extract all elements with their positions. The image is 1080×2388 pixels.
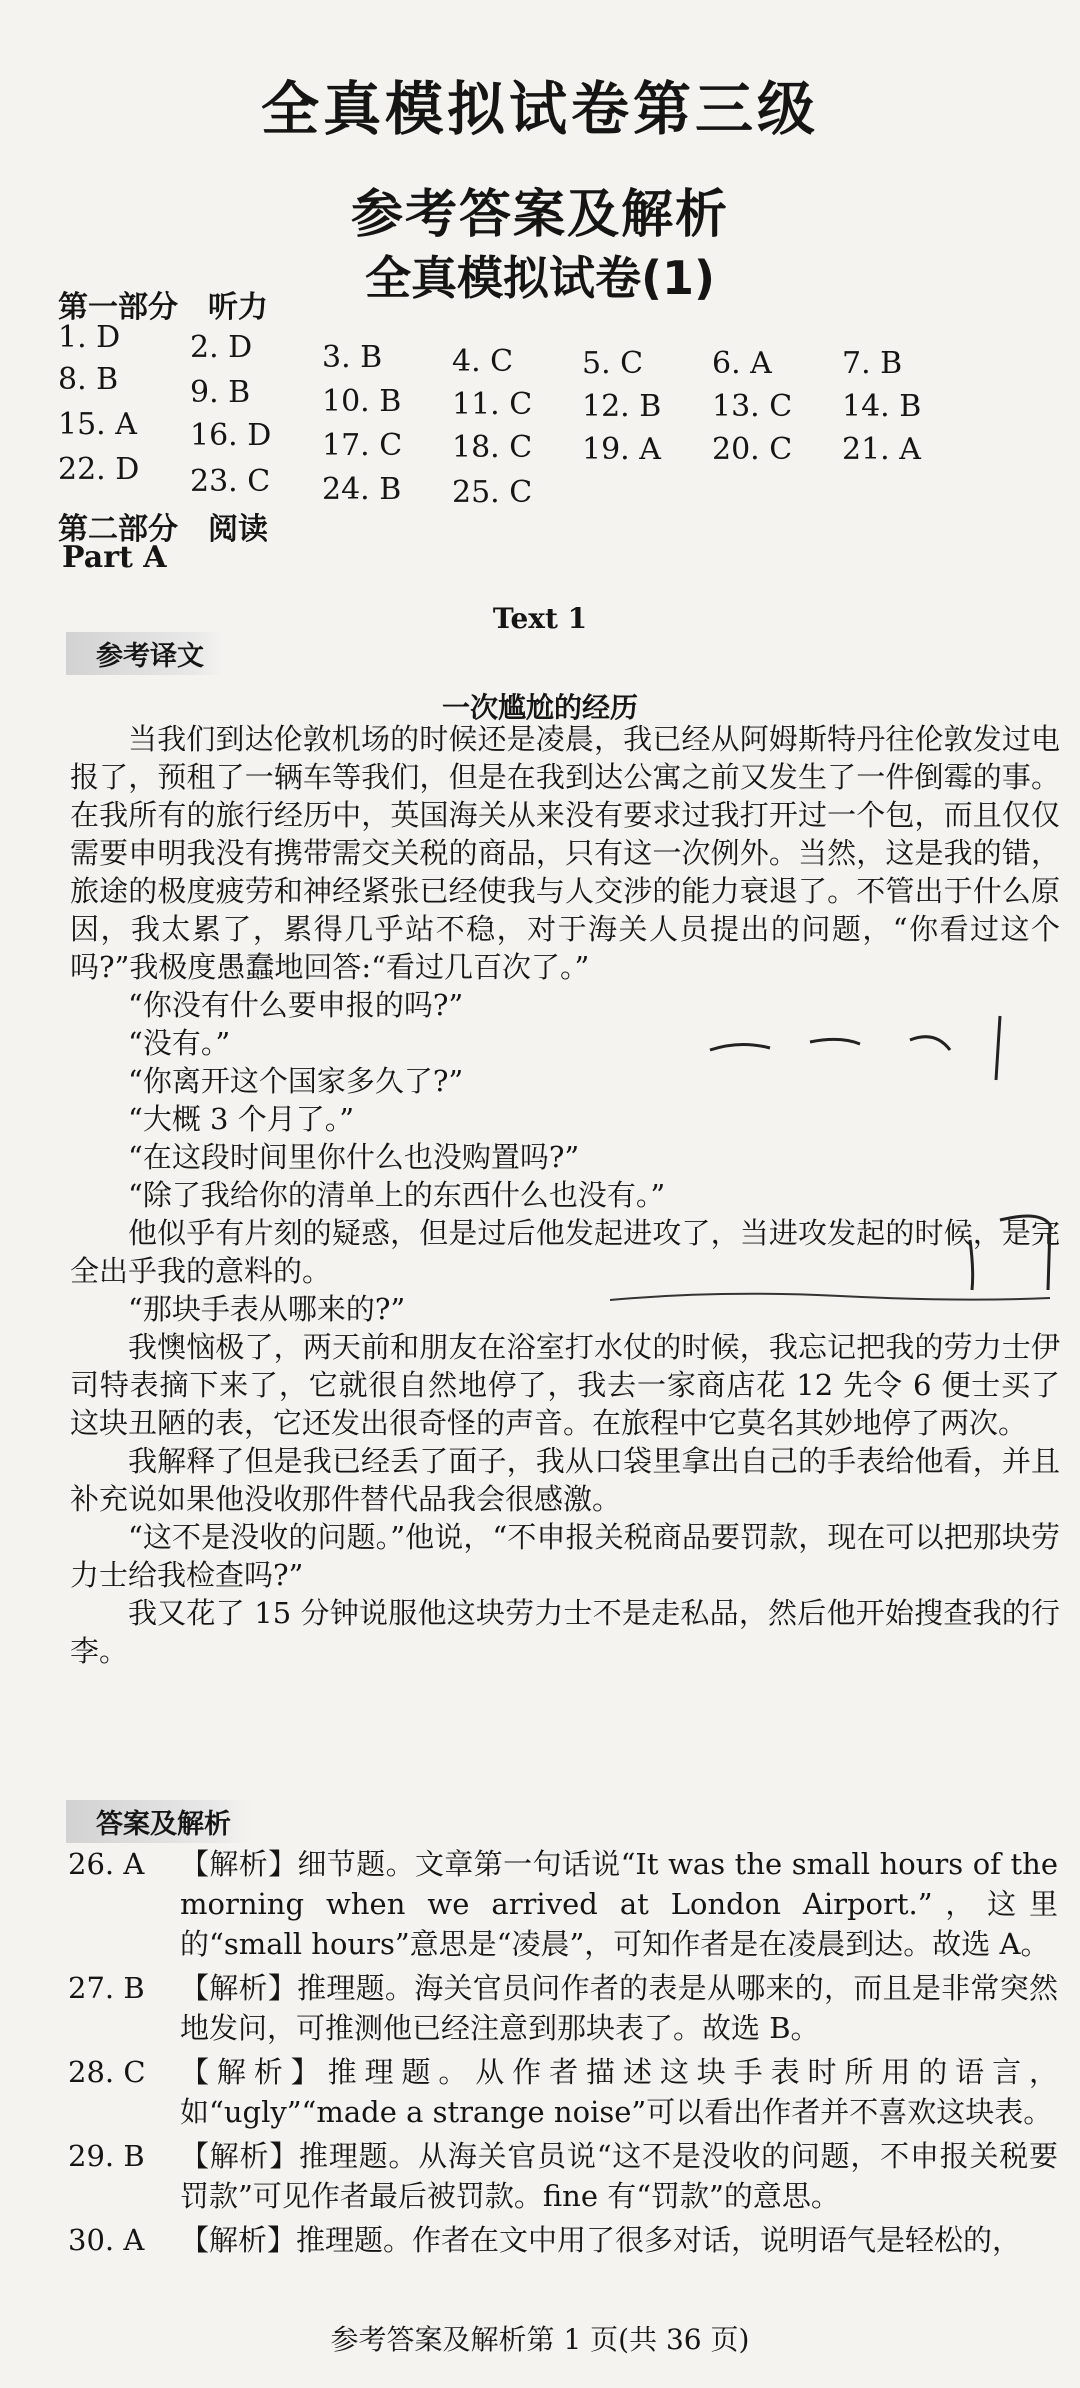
answer-item: 3. B — [322, 340, 383, 375]
answer-item: 6. A — [712, 346, 772, 381]
answer-item: 22. D — [58, 452, 140, 487]
answer-item: 21. A — [842, 432, 921, 467]
translation-tag: 参考译文 — [66, 632, 224, 675]
question-answer: 27. B — [68, 1971, 145, 2005]
answer-item: 11. C — [452, 387, 533, 422]
answer-item: 18. C — [452, 430, 533, 465]
explanation-item — [68, 2220, 1058, 2260]
answer-item: 15. A — [58, 407, 137, 442]
answer-item: 19. A — [582, 432, 661, 467]
answer-item: 14. B — [842, 389, 922, 424]
answer-item: 7. B — [842, 346, 903, 381]
answer-item: 12. B — [582, 389, 662, 424]
paragraph: “大概 3 个月了。” — [128, 1102, 355, 1136]
page-title: 全真模拟试卷第三级 — [260, 75, 819, 143]
section-heading-reading: 第二部分 阅读 — [58, 512, 268, 547]
pen-scribble-mark — [700, 1010, 1060, 1100]
test-name: 全真模拟试卷(1) — [364, 251, 716, 305]
paragraph: 我懊恼极了，两天前和朋友在浴室打水仗的时候，我忘记把我的劳力士伊司特表摘下来了，它就很自然地停了，我去一家商店花 12 先令 6 便士买了这块丑陋的表，它还发出很奇怪的声音。在旅程中它莫名其妙地停了两次。 — [70, 1330, 1060, 1440]
explanation-item — [68, 1968, 1058, 2048]
question-answer: 26. A — [68, 1847, 145, 1881]
answer-item: 23. C — [190, 464, 271, 499]
answer-item: 16. D — [190, 418, 272, 453]
answer-item: 10. B — [322, 384, 402, 419]
paragraph: “这不是没收的问题。”他说，“不申报关税商品要罚款，现在可以把那块劳力士给我检查吗?” — [70, 1520, 1060, 1592]
explanation-item — [68, 2136, 1058, 2216]
section-heading-listening: 第一部分 听力 — [58, 290, 268, 325]
question-answer: 28. C — [68, 2055, 146, 2089]
answer-item: 4. C — [452, 344, 514, 379]
explanation-text: 【解析】推理题。从海关官员说“这不是没收的问题，不申报关税要罚款”可见作者最后被罚款。fine 有“罚款”的意思。 — [180, 2139, 1058, 2213]
answer-item: 20. C — [712, 432, 793, 467]
page-footer: 参考答案及解析第 1 页(共 36 页) — [330, 2323, 750, 2356]
explanation-text: 【解析】推理题。从作者描述这块手表时所用的语言，如“ugly”“made a strange noise”可以看出作者并不喜欢这块表。 — [180, 2055, 1058, 2129]
answer-item: 9. B — [190, 375, 251, 410]
translation-body — [70, 720, 1060, 1670]
explanation-item — [68, 2052, 1058, 2132]
explanation-text: 【解析】细节题。文章第一句话说“It was the small hours of the morning when we arrived at London Airport.”，这里的“small hours”意思是“凌晨”，可知作者是在凌晨到达。故选 A。 — [180, 1847, 1058, 1961]
pen-underline-mark — [600, 1280, 1060, 1320]
paragraph: “你离开这个国家多久了?” — [128, 1064, 464, 1098]
question-answer: 29. B — [68, 2139, 145, 2173]
explanation-tag: 答案及解析 — [66, 1800, 251, 1843]
paragraph: 我解释了但是我已经丢了面子，我从口袋里拿出自己的手表给他看，并且补充说如果他没收那件替代品我会很感激。 — [70, 1444, 1060, 1516]
answer-item: 13. C — [712, 389, 793, 424]
answer-item: 8. B — [58, 362, 119, 397]
question-answer: 30. A — [68, 2223, 145, 2257]
paragraph: “没有。” — [128, 1026, 231, 1060]
paragraph: “在这段时间里你什么也没购置吗?” — [128, 1140, 580, 1174]
paragraph: 当我们到达伦敦机场的时候还是凌晨，我已经从阿姆斯特丹往伦敦发过电报了，预租了一辆车等我们，但是在我到达公寓之前又发生了一件倒霉的事。在我所有的旅行经历中，英国海关从来没有要求过我打开过一个包，而且仅仅需要申明我没有携带需交关税的商品，只有这一次例外。当然，这是我的错，旅途的极度疲劳和神经紧张已经使我与人交涉的能力衰退了。不管出于什么原因，我太累了，累得几乎站不稳，对于海关人员提出的问题，“你看过这个吗?”我极度愚蠢地回答:“看过几百次了。” — [70, 722, 1060, 984]
part-label: Part A — [62, 540, 167, 575]
paragraph: “除了我给你的清单上的东西什么也没有。” — [128, 1178, 666, 1212]
essay-title: 一次尴尬的经历 — [441, 691, 638, 724]
answer-item: 17. C — [322, 428, 403, 463]
answer-item: 24. B — [322, 472, 402, 507]
explanation-item — [68, 1844, 1058, 1964]
paragraph: 他似乎有片刻的疑惑，但是过后他发起进攻了，当进攻发起的时候，是完全出乎我的意料的。 — [70, 1216, 1060, 1288]
answer-item: 25. C — [452, 475, 533, 510]
answer-item: 1. D — [58, 320, 121, 355]
explanation-text: 【解析】推理题。海关官员问作者的表是从哪来的，而且是非常突然地发问，可推测他已经注意到那块表了。故选 B。 — [180, 1971, 1058, 2045]
paragraph: “你没有什么要申报的吗?” — [128, 988, 464, 1022]
page-subtitle: 参考答案及解析 — [350, 185, 729, 245]
text-label: Text 1 — [492, 602, 588, 635]
paragraph: “那块手表从哪来的?” — [128, 1292, 406, 1326]
paragraph: 我又花了 15 分钟说服他这块劳力士不是走私品，然后他开始搜查我的行李。 — [70, 1596, 1060, 1668]
explanation-list — [68, 1844, 1058, 2264]
explanation-text: 【解析】推理题。作者在文中用了很多对话，说明语气是轻松的， — [180, 2223, 1022, 2257]
answer-item: 5. C — [582, 346, 644, 381]
answer-item: 2. D — [190, 330, 253, 365]
